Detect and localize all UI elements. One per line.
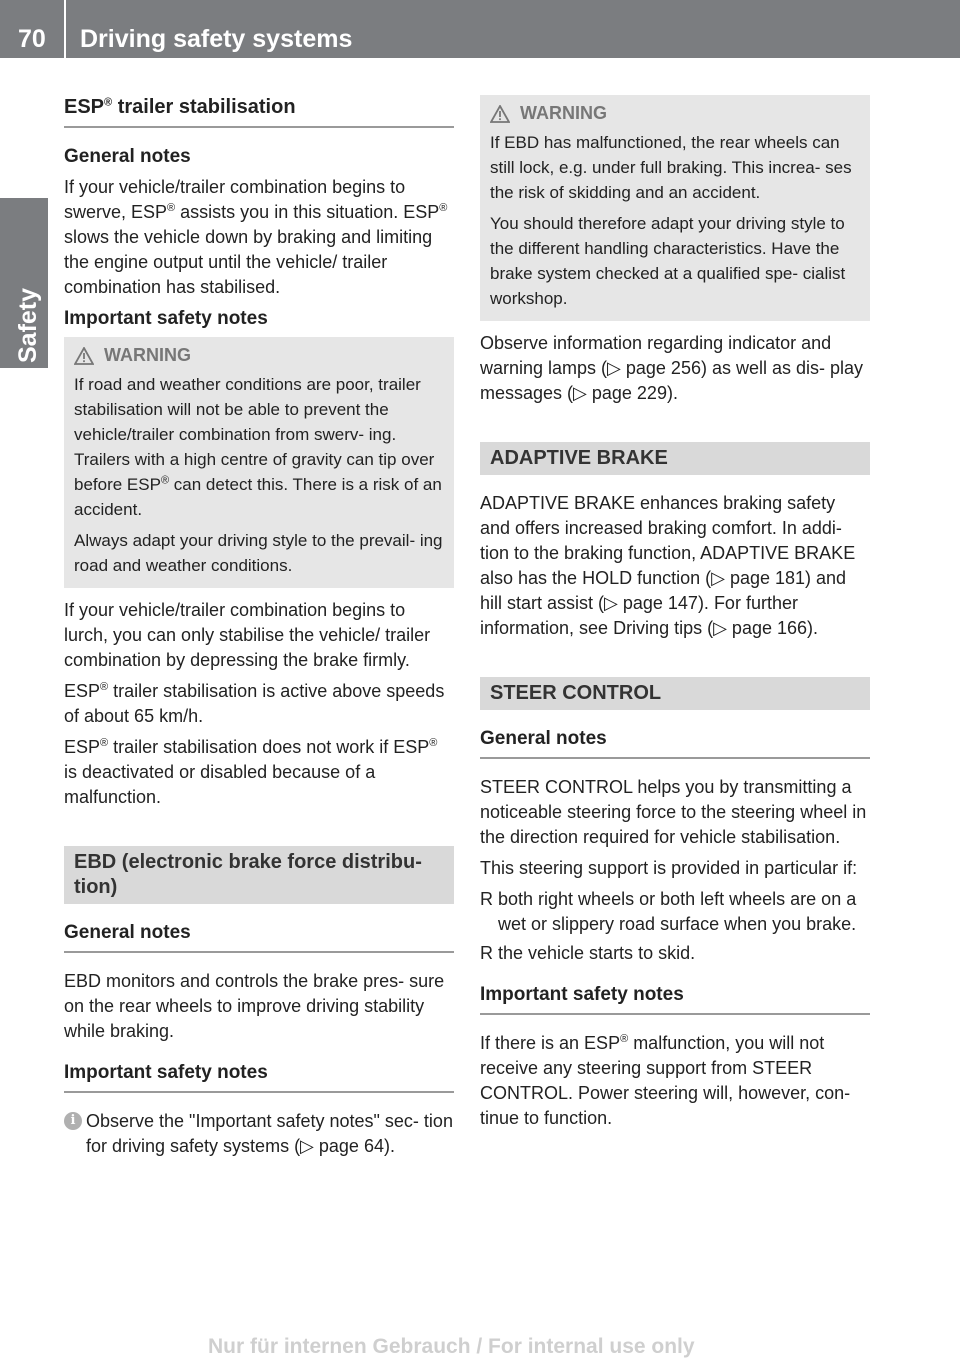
side-tab-label: Safety xyxy=(14,287,42,363)
paragraph: ESP® trailer stabilisation does not work if ESP® is deactivated or disabled because of a malfunction. xyxy=(64,737,438,807)
info-note: i Observe the "Important safety notes" sec- tion for driving safety systems (▷ page 64). xyxy=(64,1109,454,1159)
right-column xyxy=(480,95,870,1137)
list-item: R the vehicle starts to skid. xyxy=(480,941,870,966)
warning-text: You should therefore adapt your driving style to the different handling characteristics. Have the brake system checked at a qualified spe- cialist workshop. xyxy=(490,214,846,308)
adaptive-brake-bar: ADAPTIVE BRAKE xyxy=(480,442,870,475)
paragraph: If there is an ESP® malfunction, you will not receive any steering support from STEER CONTROL. Power steering will, however, con- tinue to function. xyxy=(480,1033,851,1128)
warning-text: If EBD has malfunctioned, the rear wheels can still lock, e.g. under full braking. This increa- ses the risk of skidding and an accident. xyxy=(490,133,852,202)
warning-header: WARNING xyxy=(490,101,860,126)
paragraph: EBD monitors and controls the brake pres- sure on the rear wheels to improve driving stability while braking. xyxy=(64,971,445,1041)
steer-control-bar: STEER CONTROL xyxy=(480,677,870,710)
esp-section-title: ESP® trailer stabilisation xyxy=(64,95,454,128)
header-bar xyxy=(0,0,960,58)
paragraph: STEER CONTROL helps you by transmitting a noticeable steering force to the steering wheel in the direction required for vehicle stabilisation. xyxy=(480,777,867,847)
general-notes-heading: General notes xyxy=(480,726,870,759)
list-item: R both right wheels or both left wheels are on a wet or slippery road surface when you brake. xyxy=(480,887,870,937)
side-tab xyxy=(0,58,48,1362)
paragraph: ESP® trailer stabilisation is active above speeds of about 65 km/h. xyxy=(64,681,445,726)
important-safety-heading: Important safety notes xyxy=(64,308,268,329)
paragraph: This steering support is provided in particular if: xyxy=(480,858,858,878)
paragraph: If your vehicle/trailer combination begins to swerve, ESP® assists you in this situation. ESP® slows the vehicle down by braking and limiting the engine output until the vehicle/ trailer combination has stabilised. xyxy=(64,177,448,297)
page-number: 70 xyxy=(18,25,46,53)
warning-header: WARNING xyxy=(74,343,444,368)
bullet-mark: R xyxy=(480,943,493,963)
chapter-title: Driving safety systems xyxy=(80,25,353,53)
important-safety-heading: Important safety notes xyxy=(64,1060,454,1093)
important-safety-heading: Important safety notes xyxy=(480,982,870,1015)
paragraph: If your vehicle/trailer combination begins to lurch, you can only stabilise the vehicle/ trailer combination by depressing the brake firmly. xyxy=(64,600,431,670)
paragraph: Observe information regarding indicator and warning lamps (▷ page 256) as well as dis- play messages (▷ page 229). xyxy=(480,333,864,403)
paragraph: ADAPTIVE BRAKE enhances braking safety and offers increased braking comfort. In addi- tion to the braking function, ADAPTIVE BRAKE also has the HOLD function (▷ page 181) and hill start assist (▷ page 147). For further information, see Driving tips (▷ page 166). xyxy=(480,493,856,638)
warning-triangle-icon xyxy=(490,105,510,123)
warning-text: If road and weather conditions are poor, trailer stabilisation will not be able to prevent the vehicle/trailer combination from swerv- ing. Trailers with a high centre of gravity can tip over before ESP® can detect this. There is a risk of an accident. xyxy=(74,375,442,519)
bullet-mark: R xyxy=(480,889,493,909)
warning-text: Always adapt your driving style to the prevail- ing road and weather conditions. xyxy=(74,531,443,575)
left-column xyxy=(64,95,454,1159)
header-divider xyxy=(64,0,66,58)
ebd-section-bar: EBD (electronic brake force distribu- tion) xyxy=(64,846,454,904)
info-icon: i xyxy=(64,1112,82,1130)
general-notes-heading: General notes xyxy=(64,146,191,167)
footer-watermark: Nur für internen Gebrauch / For internal use only xyxy=(208,1335,695,1358)
general-notes-heading: General notes xyxy=(64,920,454,953)
warning-box xyxy=(64,337,454,588)
warning-triangle-icon xyxy=(74,347,94,365)
warning-box xyxy=(480,95,870,321)
